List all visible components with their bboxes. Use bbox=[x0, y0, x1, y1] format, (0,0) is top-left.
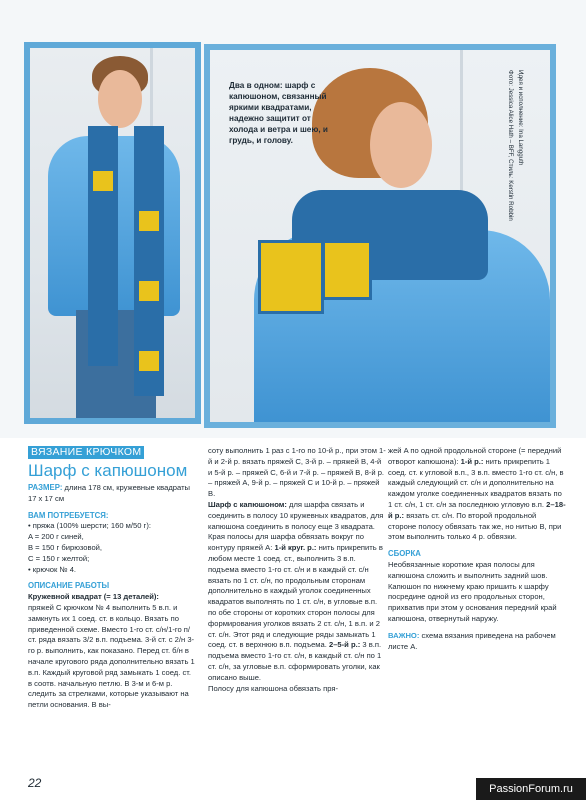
materials-item: C = 150 г желтой; bbox=[28, 553, 90, 563]
face bbox=[370, 102, 432, 188]
size-label: РАЗМЕР: bbox=[28, 483, 63, 492]
hood-label: Шарф с капюшоном: bbox=[208, 499, 287, 509]
body-text: 3 в.п. подъема вместо 1-го ст. с/н, в каждый ст. с/н по 1 ст. с/н, за угловые в.п. сформировать уголки, как описано выше. bbox=[208, 640, 382, 682]
description-label: ОПИСАНИЕ РАБОТЫ bbox=[28, 581, 110, 591]
text-column-1 bbox=[28, 446, 196, 711]
materials-item: A = 200 г синей, bbox=[28, 532, 84, 542]
scarf-square bbox=[136, 348, 162, 374]
body-text: нить прикрепить 1 соед. ст. к угловой в.п., 3 в.п. вместо 1-го ст. с/н, в каждый следующий ст. с/н и дополнительно на каждом уголке соединенных квадратов вязать по 1 ст. с/н, 1 ст. с/н за последнюю угловую в.п. bbox=[388, 456, 564, 509]
square-label: Кружевной квадрат (= 13 деталей): bbox=[28, 592, 159, 602]
important-text: схема вязания приведена на рабочем листе A. bbox=[388, 630, 556, 651]
important-label: ВАЖНО: bbox=[388, 630, 420, 640]
round25-label: 2–5-й р.: bbox=[328, 640, 361, 650]
round1-label: 1-й круг. р.: bbox=[274, 543, 317, 553]
scarf-left bbox=[88, 126, 118, 366]
site-watermark: PassionForum.ru bbox=[476, 778, 586, 800]
scarf-square bbox=[90, 168, 116, 194]
materials-label: ВАМ ПОТРЕБУЕТСЯ: bbox=[28, 510, 109, 520]
body-text: Полосу для капюшона обвязать пря- bbox=[208, 683, 339, 693]
scarf-square bbox=[136, 278, 162, 304]
page-number: 22 bbox=[28, 776, 42, 790]
square-text: пряжей C крючком № 4 выполнить 5 в.п. и замкнуть их 1 соед. ст. в кольцо. Вязать по приведенной схеме. Вместо 1-го ст. с/н/1-го п/ст. ряда вязать 3/2 в.п. подъема. 3-й ст. с 2/н 3-го р. выполнить, как показано. Перед ст. б/н в начале кругового ряда дополнительно вязать 1 в.п. Каждый круговой ряд замыкать 1 соед. ст. в соотв. начальную петлю. В 3-м и 6-м р. следить за стрелками, которые указывают на петли основания. В вы- bbox=[28, 602, 195, 710]
credit-photo: Фото: Jessica Alice Hath – BFF, Стиль: Kerstin Robbin bbox=[507, 70, 514, 221]
body-text: соту выполнить 1 раз с 1-го по 10-й р., при этом 1-й и 2-й р. вязать пряжей C, 3-й р. – пряжей B, 4-й и 5-й р. – пряжей C, 6-й и 7-й р. – пряжей B, 8-й р. – пряжей A, 9-й р. – пряжей C и 10-й р. – пряжей B. bbox=[208, 446, 386, 499]
scarf-square bbox=[136, 208, 162, 234]
photo-caption: Два в одном: шарф с капюшоном, связанный яркими квадратами, надежно защитит от холода и ветра и шею, и грудь, и голову. bbox=[229, 81, 328, 145]
section-kicker: ВЯЗАНИЕ КРЮЧКОМ bbox=[28, 446, 144, 459]
photo-model-full bbox=[30, 48, 195, 418]
body-text: для шарфа связать и соединить в полосу 10 кружевных квадратов, для капюшона соединить в полосу еще 3 квадрата. Края полосы для шарфа обвязать вокруг по контуру пряжей A: bbox=[208, 499, 384, 553]
credit-idea: Идея и исполнение: Ina Langguth bbox=[517, 70, 524, 166]
row218-label: 2–18-й р.: bbox=[388, 499, 566, 520]
materials-item: • крючок № 4. bbox=[28, 564, 77, 574]
body-text: жей A по одной продольной стороне (= передний отворот капюшона): bbox=[388, 446, 562, 466]
materials-item: • пряжа (100% шерсти; 160 м/50 г): bbox=[28, 521, 151, 531]
assembly-text: Необвязанные короткие края полосы для капюшона сложить и выполнить задний шов. Капюшон по нижнему краю пришить к шарфу посредине одной из его продольных сторон, прихватив при этом у основания передний край капюшона, отвернутый наружу. bbox=[388, 559, 557, 623]
row1-label: 1-й р.: bbox=[460, 456, 484, 466]
photo-credits bbox=[498, 70, 528, 260]
face bbox=[98, 70, 142, 128]
article-title: Шарф с капюшоном bbox=[28, 461, 188, 480]
text-column-3 bbox=[388, 446, 566, 652]
assembly-label: СБОРКА bbox=[388, 549, 421, 559]
materials-item: B = 150 г бирюзовой, bbox=[28, 542, 103, 552]
text-column-2 bbox=[208, 446, 386, 694]
hood-square bbox=[258, 240, 324, 314]
size-text: длина 178 см, кружевные квадраты 17 x 17 см bbox=[28, 483, 190, 503]
body-text: вязать ст. с/н. По второй продольной стороне полосу обвязать так же, но нитью B, при этом выполнить только 4 р. обвязки. bbox=[388, 510, 562, 542]
hood-square bbox=[322, 240, 372, 300]
body-text: нить прикрепить в любом месте 1 соед. ст., выполнить 3 в.п. подъема вместо 1-го ст. с/н и в каждый ст. с/н вязать по 1 ст. с/н, по продольным сторонам дополнительно в каждый уголок соединенных квадратов выполнять по 1 ст. с/н, в угловые в.п. по обе стороны от коротких сторон полосы для формирования уголков вязать 2 ст. с/н, 1 в.п. и 2 ст. с/н. Этот ряд и следующие ряды замыкать 1 соед. ст. в верхнюю в.п. подъема. bbox=[208, 543, 383, 650]
